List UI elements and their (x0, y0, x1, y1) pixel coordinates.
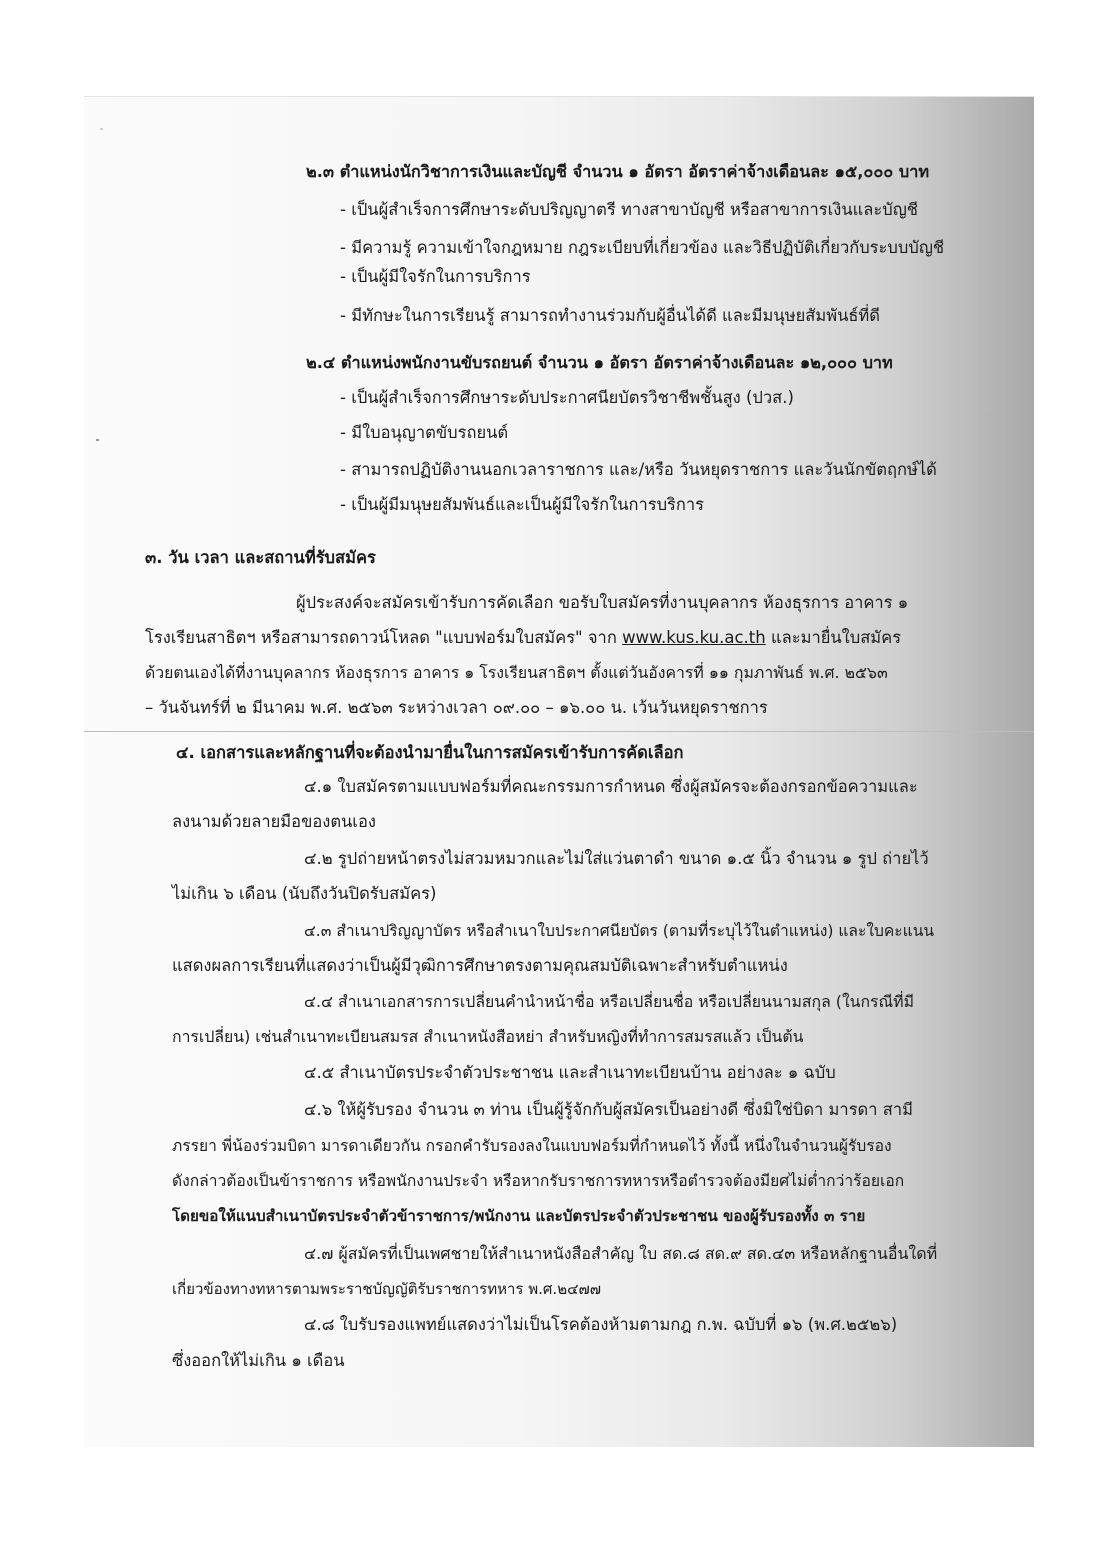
download-link[interactable]: www.kus.ku.ac.th (622, 628, 766, 647)
paragraph-line (145, 627, 901, 649)
document-item-4-4: การเปลี่ยน) เช่นสำเนาทะเบียนสมรส สำเนาหนังสือหย่า สำหรับหญิงที่ทำการสมรสแล้ว เป็นต้น (172, 1027, 804, 1046)
paragraph-line: – วันจันทร์ที่ ๒ มีนาคม พ.ศ. ๒๕๖๓ ระหว่างเวลา ๐๙.๐๐ – ๑๖.๐๐ น. เว้นวันหยุดราชการ (145, 698, 768, 717)
list-item: - เป็นผู้สำเร็จการศึกษาระดับปริญญาตรี ทางสาขาบัญชี หรือสาขาการเงินและบัญชี (340, 200, 918, 219)
scan-seam (84, 731, 1034, 732)
paragraph-line: ด้วยตนเองได้ที่งานบุคลากร ห้องธุรการ อาคาร ๑ โรงเรียนสาธิตฯ ตั้งแต่วันอังคารที่ ๑๑ กุมภาพันธ์ พ.ศ. ๒๕๖๓ (145, 663, 888, 682)
document-item-4-6: ๔.๖ ให้ผู้รับรอง จำนวน ๓ ท่าน เป็นผู้รู้จักกับผู้สมัครเป็นอย่างดี ซึ่งมิใช่บิดา มารดา สามี (304, 1100, 913, 1119)
list-item: - เป็นผู้สำเร็จการศึกษาระดับประกาศนียบัตรวิชาชีพชั้นสูง (ปวส.) (340, 388, 794, 407)
document-item-4-8: ซึ่งออกให้ไม่เกิน ๑ เดือน (172, 1351, 345, 1370)
document-item-4-1: ๔.๑ ใบสมัครตามแบบฟอร์มที่คณะกรรมการกำหนด ซึ่งผู้สมัครจะต้องกรอกข้อความและ (304, 777, 918, 796)
list-item: - มีความรู้ ความเข้าใจกฎหมาย กฎระเบียบที่เกี่ยวข้อง และวิธีปฏิบัติเกี่ยวกับระบบบัญชี (340, 238, 945, 257)
document-item-4-5: ๔.๕ สำเนาบัตรประจำตัวประชาชน และสำเนาทะเบียนบ้าน อย่างละ ๑ ฉบับ (304, 1063, 836, 1082)
scan-speck (985, 409, 988, 411)
paragraph-text: โรงเรียนสาธิตฯ หรือสามารถดาวน์โหลด "แบบฟอร์มใบสมัคร" จาก (145, 628, 623, 647)
document-item-4-7: เกี่ยวข้องทางทหารตามพระราชบัญญัติรับราชการทหาร พ.ศ.๒๔๗๗ (172, 1280, 602, 1298)
paragraph-text: และมายื่นใบสมัคร (765, 628, 902, 647)
list-item: - มีทักษะในการเรียนรู้ สามารถทำงานร่วมกับผู้อื่นได้ดี และมีมนุษยสัมพันธ์ที่ดี (340, 306, 881, 325)
list-item: - มีใบอนุญาตขับรถยนต์ (340, 423, 509, 442)
section-4-heading: ๔. เอกสารและหลักฐานที่จะต้องนำมายื่นในการสมัครเข้ารับการคัดเลือก (176, 743, 684, 762)
position-2-3-heading: ๒.๓ ตำแหน่งนักวิชาการเงินและบัญชี จำนวน ๑ อัตรา อัตราค่าจ้างเดือนละ ๑๕,๐๐๐ บาท (306, 162, 930, 181)
list-item: - เป็นผู้มีมนุษยสัมพันธ์และเป็นผู้มีใจรักในการบริการ (340, 495, 705, 514)
document-item-4-6-note: โดยขอให้แนบสำเนาบัตรประจำตัวข้าราชการ/พนักงาน และบัตรประจำตัวประชาชน ของผู้รับรองทั้ง ๓ ราย (172, 1207, 866, 1225)
scan-speck (100, 128, 103, 130)
document-item-4-3: ๔.๓ สำเนาปริญญาบัตร หรือสำเนาใบประกาศนียบัตร (ตามที่ระบุไว้ในตำแหน่ง) และใบคะแนน (304, 922, 935, 940)
scan-speck (96, 439, 99, 441)
document-item-4-2: ไม่เกิน ๖ เดือน (นับถึงวันปิดรับสมัคร) (172, 884, 437, 903)
document-item-4-6: ดังกล่าวต้องเป็นข้าราชการ หรือพนักงานประจำ หรือหากรับราชการทหารหรือตำรวจต้องมียศไม่ต่ำกว่าร้อยเอก (172, 1172, 905, 1190)
document-item-4-1: ลงนามด้วยลายมือของตนเอง (172, 812, 376, 831)
list-item: - สามารถปฏิบัติงานนอกเวลาราชการ และ/หรือ วันหยุดราชการ และวันนักขัตฤกษ์ได้ (340, 460, 937, 479)
position-2-4-heading: ๒.๔ ตำแหน่งพนักงานขับรถยนต์ จำนวน ๑ อัตรา อัตราค่าจ้างเดือนละ ๑๒,๐๐๐ บาท (306, 353, 893, 372)
document-item-4-2: ๔.๒ รูปถ่ายหน้าตรงไม่สวมหมวกและไม่ใส่แว่นตาดำ ขนาด ๑.๕ นิ้ว จำนวน ๑ รูป ถ่ายไว้ (304, 849, 929, 868)
document-item-4-7: ๔.๗ ผู้สมัครที่เป็นเพศชายให้สำเนาหนังสือสำคัญ ใบ สด.๘ สด.๙ สด.๔๓ หรือหลักฐานอื่นใดที่ (304, 1244, 938, 1263)
section-3-heading: ๓. วัน เวลา และสถานที่รับสมัคร (145, 548, 376, 567)
document-item-4-6: ภรรยา พี่น้องร่วมบิดา มารดาเดียวกัน กรอกคำรับรองลงในแบบฟอร์มที่กำหนดไว้ ทั้งนี้ หนึ่งในจำนวนผู้รับรอง (172, 1137, 892, 1155)
paragraph-line: ผู้ประสงค์จะสมัครเข้ารับการคัดเลือก ขอรับใบสมัครที่งานบุคลากร ห้องธุรการ อาคาร ๑ (296, 593, 909, 612)
list-item: - เป็นผู้มีใจรักในการบริการ (340, 267, 531, 286)
document-item-4-4: ๔.๔ สำเนาเอกสารการเปลี่ยนคำนำหน้าชื่อ หรือเปลี่ยนชื่อ หรือเปลี่ยนนามสกุล (ในกรณีที่มี (304, 992, 915, 1011)
document-item-4-3: แสดงผลการเรียนที่แสดงว่าเป็นผู้มีวุฒิการศึกษาตรงตามคุณสมบัติเฉพาะสำหรับตำแหน่ง (172, 956, 788, 975)
document-item-4-8: ๔.๘ ใบรับรองแพทย์แสดงว่าไม่เป็นโรคต้องห้ามตามกฎ ก.พ. ฉบับที่ ๑๖ (พ.ศ.๒๕๒๖) (304, 1315, 898, 1334)
